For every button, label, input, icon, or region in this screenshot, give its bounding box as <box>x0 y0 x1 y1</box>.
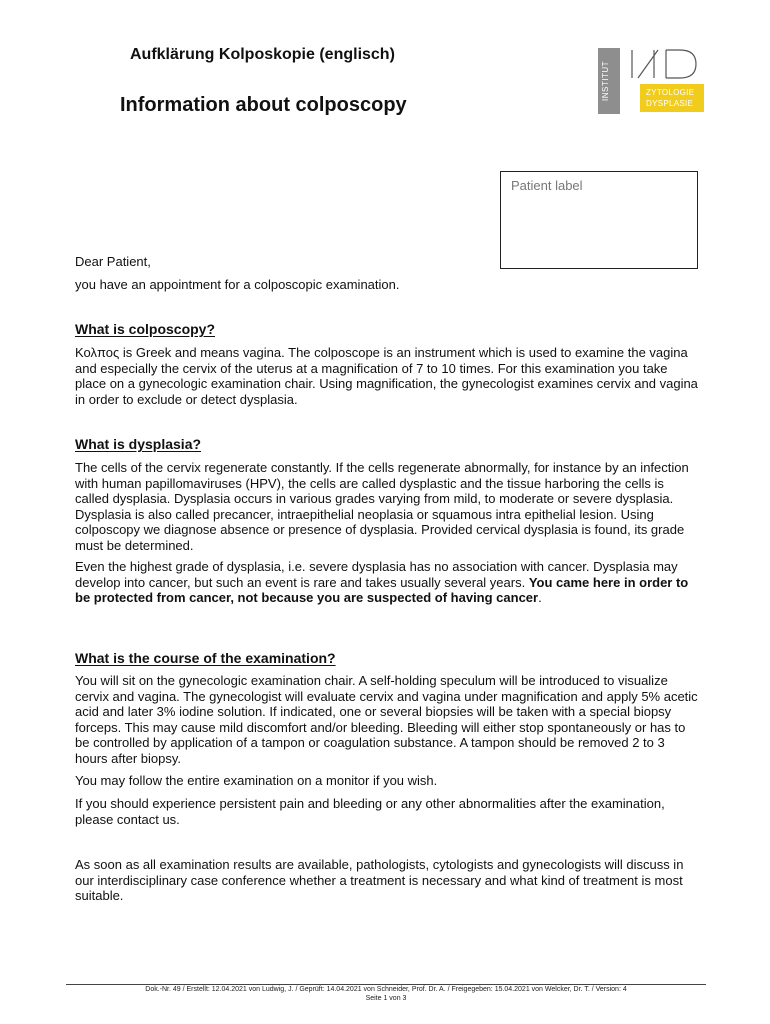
heading-what-is-colposcopy: What is colposcopy? <box>75 321 216 337</box>
dysplasia-paragraph-2 <box>75 559 700 606</box>
footer-document-info: Dok.-Nr. 49 / Erstellt: 12.04.2021 von Ludwig, J. / Geprüft: 14.04.2021 von Schneider, Prof. Dr. A. / Freigegeben: 15.04.2021 von Welcker, Dr. T. / Version: 4 <box>145 986 627 993</box>
footer-page-number: Seite 1 von 3 <box>365 995 407 1002</box>
heading-course-of-examination: What is the course of the examination? <box>75 650 336 666</box>
document-title-german: Aufklärung Kolposkopie (englisch) <box>130 46 395 63</box>
logo-line-1: ZYTOLOGIE <box>646 88 695 97</box>
course-paragraph-3: If you should experience persistent pain and bleeding or any other abnormalities after the examination, please contact us. <box>75 796 665 827</box>
institute-logo <box>598 48 706 114</box>
course-paragraph-4: As soon as all examination results are available, pathologists, cytologists and gynecologists will discuss in our interdisciplinary case conference whether a treatment is necessary and what kind of treatment is most suitable. <box>75 857 684 903</box>
logo-grey-strip <box>598 48 620 114</box>
dysplasia-p2-normal: Even the highest grade of dysplasia, i.e. severe dysplasia has no association with cancer. Dysplasia may develop into cancer, but such an event is rare and takes usually several years. <box>75 559 678 590</box>
dysplasia-p2-bold: You came here in order to be protected from cancer, not because you are suspected of having cancer <box>75 574 689 605</box>
colposcopy-paragraph: Κολπος is Greek and means vagina. The colposcope is an instrument which is used to examine the vagina and especially the cervix of the uterus at a magnification of 7 to 10 times. For this examination you take place on a gynecologic examination chair. Using magnification, the gynecologist examines cervix and vagina in order to exclude or detect dysplasia. <box>75 345 698 407</box>
heading-what-is-dysplasia: What is dysplasia? <box>75 436 202 452</box>
document-title-english: Information about colposcopy <box>120 94 407 116</box>
logo-strip-text: INSTITUT <box>601 61 610 101</box>
dysplasia-p2-end: . <box>538 590 542 605</box>
patient-label-text: Patient label <box>511 178 583 193</box>
intro-text: you have an appointment for a colposcopic examination. <box>75 277 400 292</box>
course-paragraph-2: You may follow the entire examination on a monitor if you wish. <box>75 773 438 788</box>
dysplasia-paragraph-1: The cells of the cervix regenerate constantly. If the cells regenerate abnormally, for instance by an infection with human papillomaviruses (HPV), the cells are called dysplastic and the tissue harboring the cells is called dysplasia. Dysplasia occurs in various grades varying from mild, to moderate or severe dysplasia. Dysplasia is also called precancer, intraepithelial neoplasia or squamous intra epithelial lesion. Using colposcopy we diagnose absence or presence of dysplasia. Provided cervical dysplasia is found, its grade must be determined. <box>75 460 689 553</box>
logo-yellow-block <box>640 84 704 112</box>
course-paragraph-1: You will sit on the gynecologic examination chair. A self-holding speculum will be introduced to visualize cervix and vagina. The gynecologist will evaluate cervix and vagina under magnification and apply 5% acetic acid and later 3% iodine solution. If indicated, one or several biopsies will be taken with a special biopsy forceps. This may cause mild discomfort and/or bleeding. Bleeding will either stop spontaneously or has to be controlled by application of a tampon or coagulation substance. A tampon should be removed 2 to 3 hours after biopsy. <box>75 673 698 766</box>
footer-divider <box>66 984 706 985</box>
logo-mark-icon <box>624 48 704 80</box>
greeting: Dear Patient, <box>75 254 151 269</box>
logo-line-2: DYSPLASIE <box>646 99 694 108</box>
